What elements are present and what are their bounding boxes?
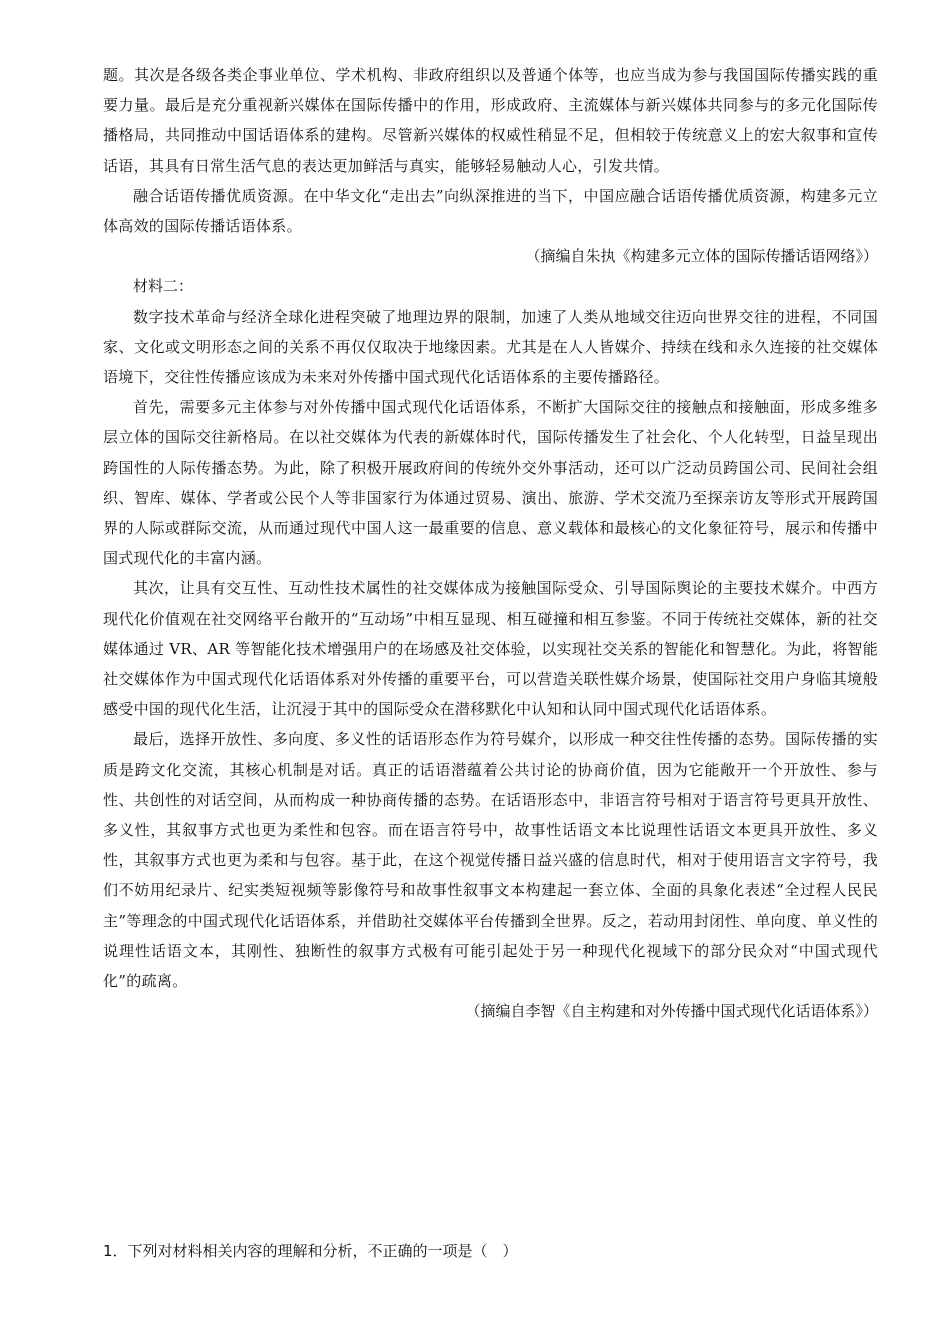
paragraph-material-two-4: 最后，选择开放性、多向度、多义性的话语形态作为符号媒介，以形成一种交往性传播的态势。国际传播的实质是跨文化交流，其核心机制是对话。真正的话语潜蕴着公共讨论的协商价值，因为它能敞开一个开放性、参与性、共创性的对话空间，从而构成一种协商传播的态势。在话语形态中，非语言符号相对于语言符号更具开放性、多义性，其叙事方式也更为柔性和包容。而在语言符号中，故事性话语文本比说理性话语文本更具开放性、多义性，其叙事方式也更为柔和与包容。基于此，在这个视觉传播日益兴盛的信息时代，相对于使用语言文字符号，我们不妨用纪录片、纪实类短视频等影像符号和故事性叙事文本构建起一套立体、全面的具象化表述“全过程人民民主”等理念的中国式现代化话语体系，并借助社交媒体平台传播到全世界。反之，若动用封闭性、单向度、单义性的说理性话语文本，其刚性、独断性的叙事方式极有可能引起处于另一种现代化视域下的部分民众对“中国式现代化”的疏离。: [103, 730, 878, 991]
paragraph-material-two-3: 其次，让具有交互性、互动性技术属性的社交媒体成为接触国际受众、引导国际舆论的主要技术媒介。中西方现代化价值观在社交网络平台敞开的“互动场”中相互显现、相互碰撞和相互参鉴。不同于传统社交媒体，新的社交媒体通过 VR、AR 等智能化技术增强用户的在场感及社交体验，以实现社交关系的智能化和智慧化。为此，将智能社交媒体作为中国式现代化话语体系对外传播的重要平台，可以营造关联性媒介场景，使国际社交用户身临其境般感受中国的现代化生活，让沉浸于其中的国际受众在潜移默化中认知和认同中国式现代化话语体系。: [103, 579, 878, 719]
source-citation-material-two: （摘编自李智《自主构建和对外传播中国式现代化话语体系》）: [465, 1002, 878, 1021]
question-1-stem: 1．下列对材料相关内容的理解和分析，不正确的一项是（ ）: [103, 1242, 518, 1260]
paragraph-material-one-tail-1: 题。其次是各级各类企事业单位、学术机构、非政府组织以及普通个体等，也应当成为参与我国国际传播实践的重要力量。最后是充分重视新兴媒体在国际传播中的作用，形成政府、主流媒体与新兴媒体共同参与的多元化国际传播格局，共同推动中国话语体系的建构。尽管新兴媒体的权威性稍显不足，但相较于传统意义上的宏大叙事和宣传话语，其具有日常生活气息的表达更加鲜活与真实，能够轻易触动人心，引发共情。: [103, 66, 878, 175]
source-citation-material-one: （摘编自朱执《构建多元立体的国际传播话语网络》）: [525, 247, 878, 266]
paragraph-material-one-tail-2: 融合话语传播优质资源。在中华文化“走出去”向纵深推进的当下，中国应融合话语传播优质资源，构建多元立体高效的国际传播话语体系。: [103, 186, 878, 236]
paragraph-material-two-1: 数字技术革命与经济全球化进程突破了地理边界的限制，加速了人类从地域交往迈向世界交往的进程，不同国家、文化或文明形态之间的关系不再仅仅取决于地缘因素。尤其是在人人皆媒介、持续在线和永久连接的社交媒体语境下，交往性传播应该成为未来对外传播中国式现代化话语体系的主要传播路径。: [103, 307, 878, 387]
paragraph-material-two-2: 首先，需要多元主体参与对外传播中国式现代化话语体系，不断扩大国际交往的接触点和接触面，形成多维多层立体的国际交往新格局。在以社交媒体为代表的新媒体时代，国际传播发生了社会化、个人化转型，日益呈现出跨国性的人际传播态势。为此，除了积极开展政府间的传统外交外事活动，还可以广泛动员跨国公司、民间社会组织、智库、媒体、学者或公民个人等非国家行为体通过贸易、演出、旅游、学术交流乃至探亲访友等形式开展跨国界的人际或群际交流，从而通过现代中国人这一最重要的信息、意义载体和最核心的文化象征符号，展示和传播中国式现代化的丰富内涵。: [103, 398, 878, 568]
material-two-heading: 材料二：: [133, 277, 194, 296]
article-body: [103, 60, 878, 1027]
